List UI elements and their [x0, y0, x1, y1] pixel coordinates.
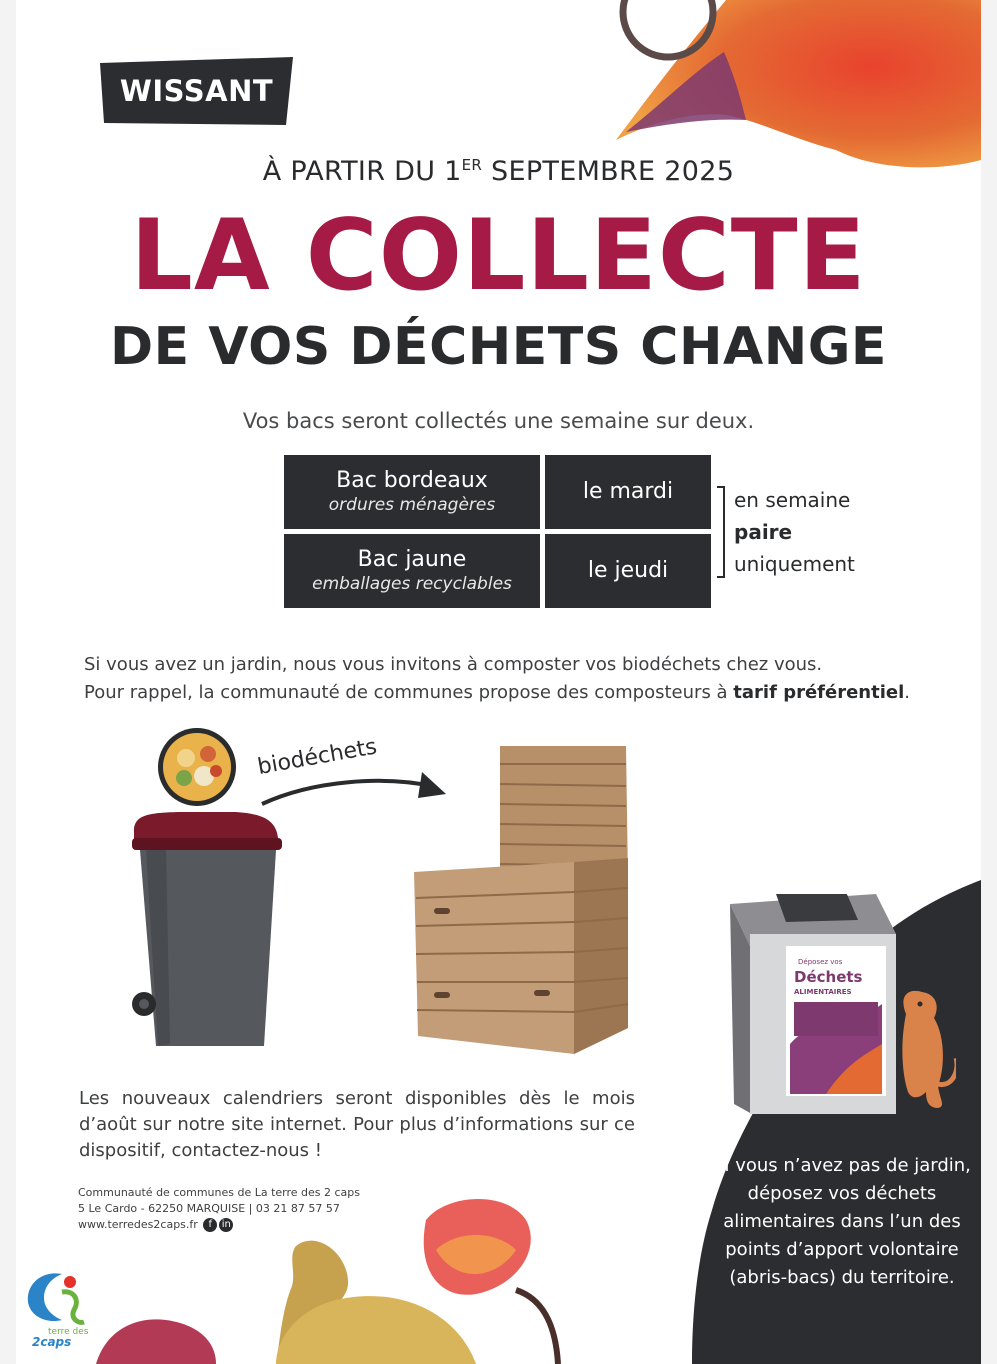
- start-date: [16, 156, 981, 187]
- decorative-fruit-top: [606, 0, 981, 175]
- bin-name: Bac bordeaux: [336, 468, 488, 493]
- bin-jaune-cell: [284, 534, 540, 608]
- poster: [16, 0, 981, 1364]
- bin-type: ordures ménagères: [328, 495, 496, 515]
- collection-day: le jeudi: [587, 558, 669, 583]
- abri-sign-sub: ALIMENTAIRES: [794, 988, 852, 996]
- frequency-note: [734, 484, 855, 580]
- address-line-2: 5 Le Cardo - 62250 MARQUISE | 03 21 87 57 57: [78, 1202, 340, 1215]
- intro-text: Vos bacs seront collectés une semaine sur deux.: [242, 409, 755, 433]
- logo-text: [32, 1327, 88, 1347]
- date-sup: ER: [461, 156, 483, 174]
- town-tag: [100, 57, 293, 125]
- compost-line-2-end: .: [904, 682, 910, 703]
- abri-bac-icon: [726, 894, 956, 1134]
- linkedin-icon[interactable]: in: [219, 1218, 233, 1232]
- bin-type: emballages recyclables: [312, 574, 512, 594]
- compost-paragraph: [84, 651, 964, 707]
- date-prefix: À PARTIR DU 1: [262, 156, 462, 187]
- town-name: WISSANT: [119, 74, 274, 108]
- collection-day: le mardi: [582, 479, 674, 504]
- date-suffix: SEPTEMBRE 2025: [491, 156, 735, 187]
- abri-sign-big: Déchets: [794, 968, 863, 986]
- compost-highlight: tarif préférentiel: [733, 682, 905, 703]
- abri-bac-text: Si vous n’avez pas de jardin, déposez vos déchets alimentaires dans l’un des points d’apport volontaire (abris-bacs) du territoire.: [713, 1155, 971, 1288]
- bin-name: Bac jaune: [357, 547, 467, 572]
- arrow-label: biodéchets: [255, 734, 379, 780]
- frequency-line-2: paire: [734, 520, 793, 544]
- composter-icon: [414, 742, 644, 1058]
- website-link[interactable]: www.terredes2caps.fr: [78, 1218, 198, 1231]
- calendar-info: Les nouveaux calendriers seront disponibles dès le mois d’août sur notre site internet. Pour plus d’informations sur ce dispositif, contactez-nous !: [79, 1088, 635, 1161]
- frequency-line-3: uniquement: [734, 552, 855, 576]
- abri-sign-small: Déposez vos: [798, 958, 843, 966]
- decorative-fruit-bottom: [96, 1190, 596, 1364]
- wheelie-bin-icon: [126, 808, 286, 1052]
- bin-bordeaux-cell: [284, 455, 540, 529]
- address-line-1: Communauté de communes de La terre des 2 caps: [78, 1186, 361, 1199]
- day-mardi-cell: [545, 455, 711, 529]
- logo-big-text: 2caps: [32, 1335, 72, 1349]
- headline: LA COLLECTE: [130, 199, 867, 313]
- facebook-icon[interactable]: f: [203, 1218, 217, 1232]
- compost-line-2: Pour rappel, la communauté de communes propose des composteurs à: [84, 682, 734, 703]
- compost-line-1: Si vous avez un jardin, nous vous invitons à composter vos biodéchets chez vous.: [84, 654, 823, 675]
- terre-des-2caps-logo: [22, 1266, 88, 1328]
- frequency-bracket: [717, 486, 725, 578]
- frequency-line-1: en semaine: [734, 488, 851, 512]
- logo-small-text: terre des: [48, 1327, 89, 1337]
- biowaste-bowl-icon: [156, 726, 238, 808]
- day-jeudi-cell: [545, 534, 711, 608]
- subheadline: DE VOS DÉCHETS CHANGE: [110, 317, 887, 377]
